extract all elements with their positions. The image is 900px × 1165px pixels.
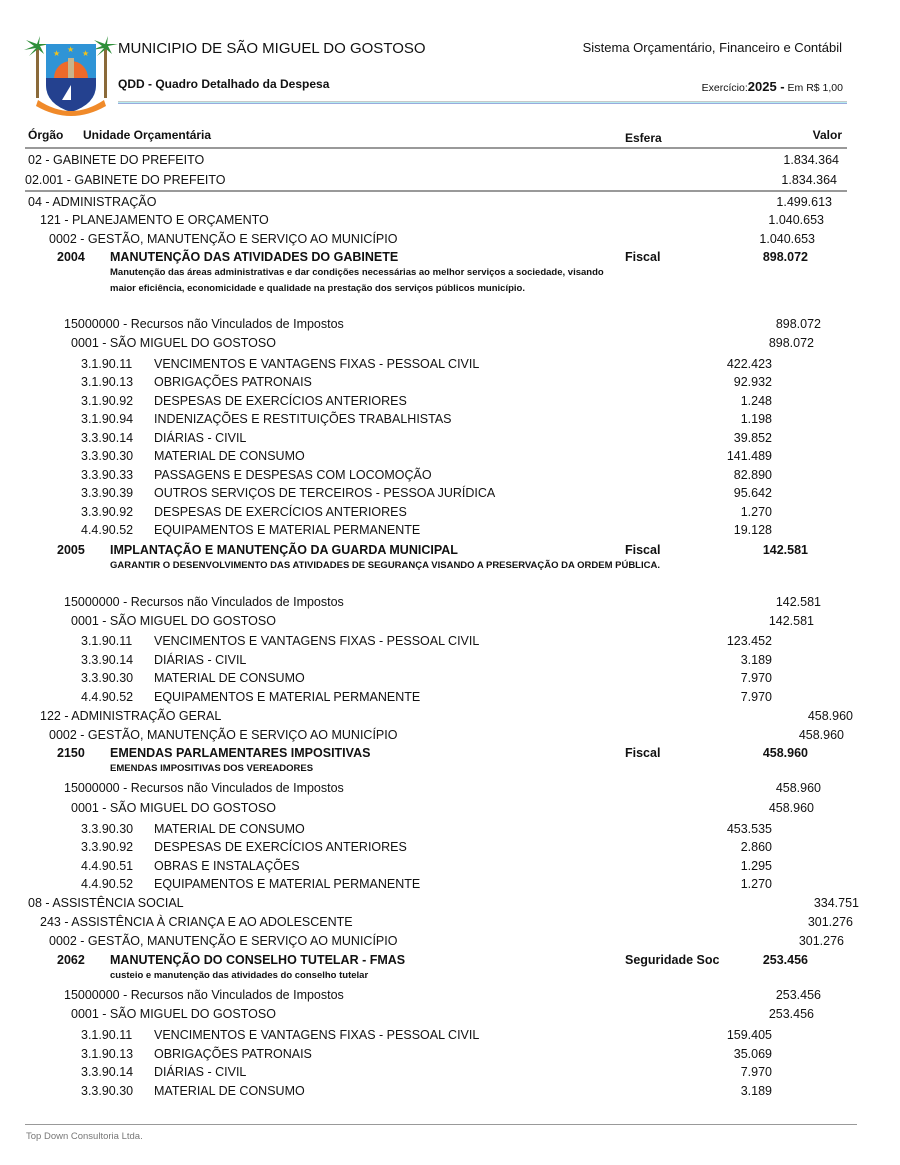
expense-element-value: 7.970 — [740, 690, 772, 704]
sub-value: 253.456 — [768, 1007, 814, 1021]
action-title: IMPLANTAÇÃO E MANUTENÇÃO DA GUARDA MUNICIPAL — [110, 543, 458, 557]
action-value: 142.581 — [762, 543, 808, 557]
system-name: Sistema Orçamentário, Financeiro e Contábil — [582, 40, 842, 55]
sub-label: 0001 - SÃO MIGUEL DO GOSTOSO — [71, 614, 276, 628]
expense-element-label: OUTROS SERVIÇOS DE TERCEIROS - PESSOA JURÍDICA — [154, 486, 496, 500]
fonte-label: 15000000 - Recursos não Vinculados de Impostos — [64, 317, 344, 331]
action-code: 2005 — [57, 543, 85, 557]
subfuncao-value: 301.276 — [807, 915, 853, 929]
expense-element-value: 123.452 — [726, 634, 772, 648]
programa-value: 458.960 — [798, 728, 844, 742]
expense-element-value: 3.189 — [740, 1084, 772, 1098]
expense-element-value: 159.405 — [726, 1028, 772, 1042]
expense-element-value: 2.860 — [740, 840, 772, 854]
expense-element-value: 7.970 — [740, 1065, 772, 1079]
header-rule — [25, 147, 847, 149]
expense-element-value: 3.189 — [740, 653, 772, 667]
fonte-value: 458.960 — [775, 781, 821, 795]
expense-element-value: 422.423 — [726, 357, 772, 371]
expense-element-code: 3.3.90.14 — [81, 1065, 134, 1079]
orgao-label: 02 - GABINETE DO PREFEITO — [28, 153, 205, 167]
sub-value: 142.581 — [768, 614, 814, 628]
esfera-value: Fiscal — [625, 543, 661, 557]
action-description: custeio e manutenção das atividades do conselho tutelar — [110, 970, 369, 981]
expense-element-code: 3.1.90.11 — [81, 634, 133, 648]
expense-element-label: EQUIPAMENTOS E MATERIAL PERMANENTE — [154, 877, 421, 891]
expense-element-value: 1.270 — [740, 505, 772, 519]
subfuncao-label: 122 - ADMINISTRAÇÃO GERAL — [40, 709, 222, 723]
expense-element-code: 4.4.90.52 — [81, 690, 134, 704]
expense-element-code: 3.3.90.92 — [81, 840, 134, 854]
expense-element-code: 3.1.90.13 — [81, 375, 134, 389]
svg-text:★: ★ — [82, 49, 90, 58]
action-title: MANUTENÇÃO DO CONSELHO TUTELAR - FMAS — [110, 953, 406, 967]
orgao-value: 334.751 — [813, 896, 859, 910]
expense-element-value: 35.069 — [733, 1047, 772, 1061]
action-value: 458.960 — [762, 746, 808, 760]
expense-element-label: DESPESAS DE EXERCÍCIOS ANTERIORES — [154, 394, 407, 408]
programa-label: 0002 - GESTÃO, MANUTENÇÃO E SERVIÇO AO MUNICÍPIO — [49, 728, 398, 742]
column-header-valor: Valor — [812, 128, 842, 142]
expense-element-label: MATERIAL DE CONSUMO — [154, 1084, 305, 1098]
programa-label: 0002 - GESTÃO, MANUTENÇÃO E SERVIÇO AO MUNICÍPIO — [49, 934, 398, 948]
municipal-coat-of-arms-icon — [24, 30, 118, 116]
programa-value: 1.040.653 — [759, 232, 815, 246]
currency-note: Em R$ 1,00 — [787, 82, 843, 94]
unidade-label: 02.001 - GABINETE DO PREFEITO — [25, 173, 226, 187]
expense-element-code: 3.3.90.30 — [81, 449, 134, 463]
section-rule — [25, 190, 847, 192]
action-value: 253.456 — [762, 953, 808, 967]
orgao-label: 08 - ASSISTÊNCIA SOCIAL — [28, 896, 184, 910]
expense-element-label: DIÁRIAS - CIVIL — [154, 653, 247, 667]
footer-company: Top Down Consultoria Ltda. — [26, 1131, 143, 1142]
expense-element-code: 3.3.90.14 — [81, 653, 134, 667]
expense-element-value: 1.198 — [740, 412, 772, 426]
action-description: EMENDAS IMPOSITIVAS DOS VEREADORES — [110, 763, 314, 774]
expense-element-code: 4.4.90.51 — [81, 859, 134, 873]
header-divider — [118, 101, 847, 104]
programa-value: 301.276 — [798, 934, 844, 948]
fonte-value: 898.072 — [775, 317, 821, 331]
expense-element-label: VENCIMENTOS E VANTAGENS FIXAS - PESSOAL CIVIL — [154, 1028, 480, 1042]
expense-element-code: 3.1.90.94 — [81, 412, 134, 426]
expense-element-label: DIÁRIAS - CIVIL — [154, 431, 247, 445]
sub-label: 0001 - SÃO MIGUEL DO GOSTOSO — [71, 801, 276, 815]
action-title: MANUTENÇÃO DAS ATIVIDADES DO GABINETE — [110, 250, 399, 264]
sub-value: 898.072 — [768, 336, 814, 350]
action-code: 2150 — [57, 746, 85, 760]
expense-element-value: 39.852 — [733, 431, 772, 445]
orgao-value: 1.834.364 — [783, 153, 839, 167]
expense-element-code: 4.4.90.52 — [81, 523, 134, 537]
expense-element-label: VENCIMENTOS E VANTAGENS FIXAS - PESSOAL CIVIL — [154, 634, 480, 648]
expense-element-code: 3.1.90.13 — [81, 1047, 134, 1061]
programa-label: 0002 - GESTÃO, MANUTENÇÃO E SERVIÇO AO MUNICÍPIO — [49, 232, 398, 246]
expense-element-label: INDENIZAÇÕES E RESTITUIÇÕES TRABALHISTAS — [154, 412, 452, 426]
expense-element-label: PASSAGENS E DESPESAS COM LOCOMOÇÃO — [154, 468, 432, 482]
expense-element-value: 141.489 — [726, 449, 772, 463]
orgao-label: 04 - ADMINISTRAÇÃO — [28, 195, 157, 209]
expense-element-code: 3.3.90.33 — [81, 468, 134, 482]
expense-element-value: 82.890 — [733, 468, 772, 482]
expense-element-label: VENCIMENTOS E VANTAGENS FIXAS - PESSOAL CIVIL — [154, 357, 480, 371]
orgao-value: 1.499.613 — [776, 195, 832, 209]
action-description: Manutenção das áreas administrativas e dar condições necessárias ao melhor serviços a sociedade, visando maior eficiência, economicidade e qualidade na prestação dos serviços públicos município. — [110, 267, 604, 294]
svg-text:★: ★ — [53, 49, 61, 58]
expense-element-value: 453.535 — [726, 822, 772, 836]
subfuncao-label: 121 - PLANEJAMENTO E ORÇAMENTO — [40, 213, 269, 227]
expense-element-code: 3.1.90.11 — [81, 357, 133, 371]
expense-element-label: DESPESAS DE EXERCÍCIOS ANTERIORES — [154, 840, 407, 854]
report-title: QDD - Quadro Detalhado da Despesa — [118, 77, 330, 91]
action-code: 2062 — [57, 953, 85, 967]
expense-element-label: OBRIGAÇÕES PATRONAIS — [154, 1047, 312, 1061]
expense-element-value: 95.642 — [733, 486, 772, 500]
fonte-label: 15000000 - Recursos não Vinculados de Impostos — [64, 988, 344, 1002]
exercise-year: 2025 - — [747, 79, 785, 94]
expense-element-code: 4.4.90.52 — [81, 877, 134, 891]
sub-label: 0001 - SÃO MIGUEL DO GOSTOSO — [71, 1007, 276, 1021]
esfera-value: Fiscal — [625, 746, 661, 760]
expense-element-code: 3.1.90.92 — [81, 394, 134, 408]
sub-label: 0001 - SÃO MIGUEL DO GOSTOSO — [71, 336, 276, 350]
expense-element-value: 92.932 — [733, 375, 772, 389]
esfera-value: Fiscal — [625, 250, 661, 264]
expense-element-code: 3.3.90.39 — [81, 486, 134, 500]
subfuncao-value: 1.040.653 — [768, 213, 824, 227]
fonte-label: 15000000 - Recursos não Vinculados de Impostos — [64, 781, 344, 795]
exercise-info — [702, 79, 843, 94]
esfera-value: Seguridade Soc — [625, 953, 720, 967]
expense-element-label: OBRAS E INSTALAÇÕES — [154, 859, 300, 873]
expense-element-label: MATERIAL DE CONSUMO — [154, 449, 305, 463]
exercise-label: Exercício: — [701, 82, 748, 94]
expense-element-label: EQUIPAMENTOS E MATERIAL PERMANENTE — [154, 690, 421, 704]
column-header-orgao: Órgão — [28, 128, 64, 142]
expense-element-code: 3.3.90.92 — [81, 505, 134, 519]
action-code: 2004 — [57, 250, 85, 264]
expense-element-value: 7.970 — [740, 671, 772, 685]
sub-value: 458.960 — [768, 801, 814, 815]
subfuncao-value: 458.960 — [807, 709, 853, 723]
svg-text:★: ★ — [67, 45, 75, 54]
fonte-value: 142.581 — [775, 595, 821, 609]
expense-element-value: 19.128 — [733, 523, 772, 537]
municipality-name: MUNICIPIO DE SÃO MIGUEL DO GOSTOSO — [118, 40, 426, 57]
action-title: EMENDAS PARLAMENTARES IMPOSITIVAS — [110, 746, 371, 760]
expense-element-code: 3.3.90.30 — [81, 1084, 134, 1098]
action-description: GARANTIR O DESENVOLVIMENTO DAS ATIVIDADES DE SEGURANÇA VISANDO A PRESERVAÇÃO DA ORDEM PÚBLICA. — [110, 560, 660, 571]
footer-divider — [25, 1124, 857, 1125]
expense-element-label: MATERIAL DE CONSUMO — [154, 671, 305, 685]
expense-element-label: MATERIAL DE CONSUMO — [154, 822, 305, 836]
column-header-esfera: Esfera — [625, 131, 662, 145]
expense-element-label: DESPESAS DE EXERCÍCIOS ANTERIORES — [154, 505, 407, 519]
fonte-value: 253.456 — [775, 988, 821, 1002]
expense-element-code: 3.1.90.11 — [81, 1028, 133, 1042]
expense-element-code: 3.3.90.30 — [81, 822, 134, 836]
expense-element-label: EQUIPAMENTOS E MATERIAL PERMANENTE — [154, 523, 421, 537]
expense-element-label: DIÁRIAS - CIVIL — [154, 1065, 247, 1079]
action-value: 898.072 — [762, 250, 808, 264]
expense-element-value: 1.270 — [740, 877, 772, 891]
column-header-unidade: Unidade Orçamentária — [83, 128, 212, 142]
expense-element-value: 1.295 — [740, 859, 772, 873]
expense-element-code: 3.3.90.30 — [81, 671, 134, 685]
expense-element-code: 3.3.90.14 — [81, 431, 134, 445]
expense-element-label: OBRIGAÇÕES PATRONAIS — [154, 375, 312, 389]
fonte-label: 15000000 - Recursos não Vinculados de Impostos — [64, 595, 344, 609]
subfuncao-label: 243 - ASSISTÊNCIA À CRIANÇA E AO ADOLESCENTE — [40, 915, 353, 929]
expense-element-value: 1.248 — [740, 394, 772, 408]
unidade-value: 1.834.364 — [781, 173, 837, 187]
